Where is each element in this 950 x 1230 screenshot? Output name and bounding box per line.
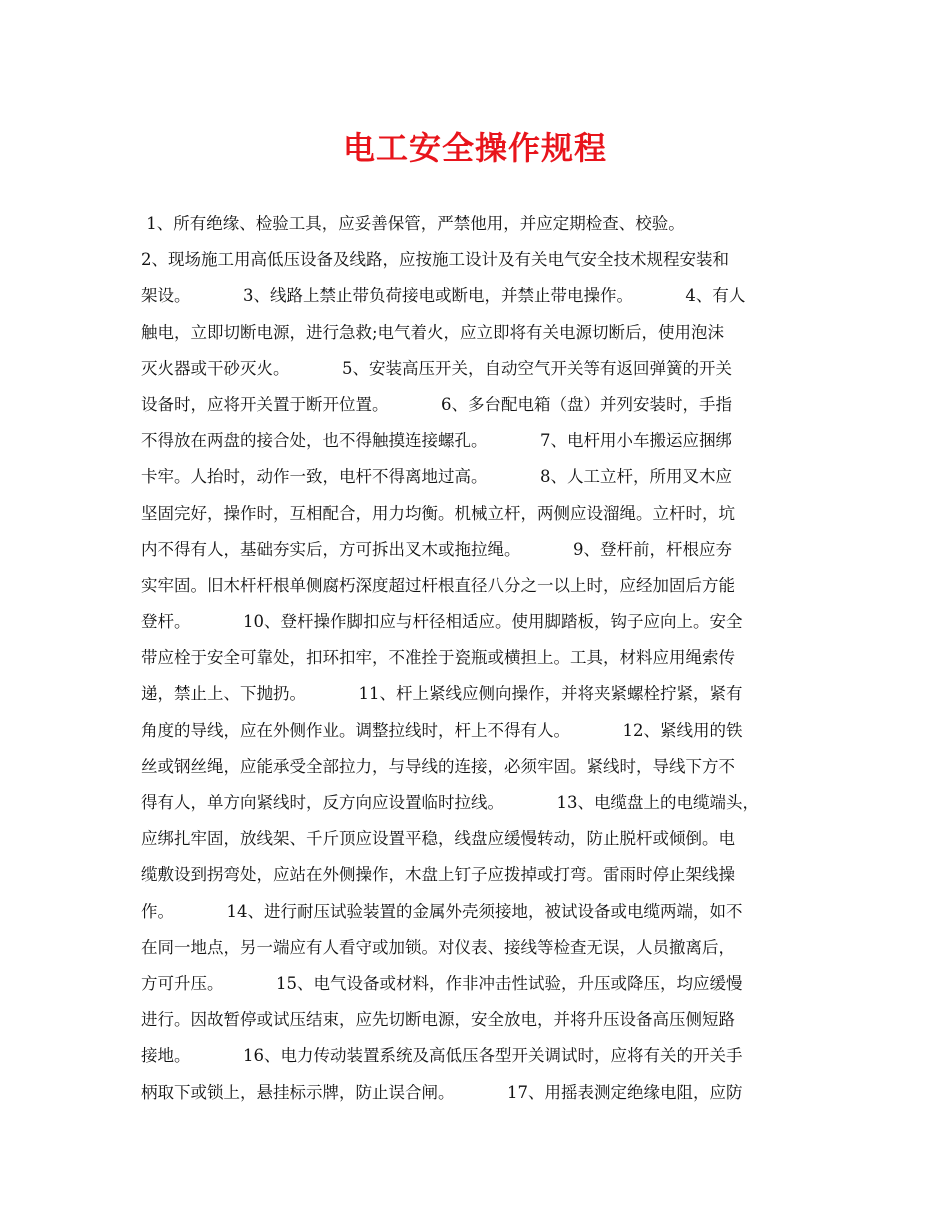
body-line: 应绑扎牢固，放线架、千斤顶应设置平稳，线盘应缓慢转动，防止脱杆或倾倒。电 [141, 829, 735, 849]
document-body [141, 206, 815, 1111]
body-line: 坚固完好，操作时，互相配合，用力均衡。机械立杆，两侧应设溜绳。立杆时，坑 [141, 503, 735, 523]
document-title: 电工安全操作规程 [342, 129, 607, 167]
body-line: 得有人，单方向紧线时，反方向应设置临时拉线。 13、电缆盘上的电缆端头， [141, 793, 759, 812]
body-line: 缆敷设到拐弯处，应站在外侧操作，木盘上钉子应拨掉或打弯。雷雨时停止架线操 [141, 865, 735, 885]
body-line: 作。 14、进行耐压试验装置的金属外壳须接地，被试设备或电缆两端，如不 [141, 901, 743, 921]
body-line: 登杆。 10、登杆操作脚扣应与杆径相适应。使用脚踏板，钩子应向上。安全 [141, 612, 743, 632]
body-line: 角度的导线，应在外侧作业。调整拉线时，杆上不得有人。 12、紧线用的铁 [141, 720, 743, 740]
body-line: 进行。因故暂停或试压结束，应先切断电源，安全放电，并将升压设备高压侧短路 [141, 1010, 735, 1030]
body-line: 丝或钢丝绳，应能承受全部拉力，与导线的连接，必须牢固。紧线时，导线下方不 [141, 756, 735, 776]
body-line: 接地。 16、电力传动装置系统及高低压各型开关调试时，应将有关的开关手 [141, 1046, 743, 1066]
body-line: 柄取下或锁上，悬挂标示牌，防止误合闸。 17、用摇表测定绝缘电阻，应防 [141, 1082, 743, 1102]
body-line: 2、现场施工用高低压设备及线路，应按施工设计及有关电气安全技术规程安装和 [141, 250, 729, 270]
body-line: 在同一地点，另一端应有人看守或加锁。对仪表、接线等检查无误，人员撤离后， [141, 937, 735, 957]
body-line: 带应栓于安全可靠处，扣环扣牢，不准拴于瓷瓶或横担上。工具，材料应用绳索传 [141, 648, 735, 668]
body-line: 方可升压。 15、电气设备或材料，作非冲击性试验，升压或降压，均应缓慢 [141, 973, 743, 993]
body-line: 内不得有人，基础夯实后，方可拆出叉木或拖拉绳。 9、登杆前，杆根应夯 [141, 539, 732, 559]
body-line: 触电，立即切断电源，进行急救;电气着火，应立即将有关电源切断后，使用泡沫 [141, 322, 725, 342]
body-line: 实牢固。旧木杆杆根单侧腐朽深度超过杆根直径八分之一以上时，应经加固后方能 [141, 575, 735, 595]
body-line: 不得放在两盘的接合处，也不得触摸连接螺孔。 7、电杆用小车搬运应捆绑 [141, 431, 732, 451]
body-line: 设备时，应将开关置于断开位置。 6、多台配电箱（盘）并列安装时，手指 [141, 394, 732, 414]
body-line: 架设。 3、线路上禁止带负荷接电或断电，并禁止带电操作。 4、有人 [141, 286, 746, 306]
body-line: 灭火器或干砂灭火。 5、安装高压开关，自动空气开关等有返回弹簧的开关 [141, 358, 732, 378]
body-line: 1、所有绝缘、检验工具，应妥善保管，严禁他用，并应定期检查、校验。 [141, 214, 685, 233]
body-line: 卡牢。人抬时，动作一致，电杆不得离地过高。 8、人工立杆，所用叉木应 [141, 467, 732, 487]
body-line: 递，禁止上、下抛扔。 11、杆上紧线应侧向操作，并将夹紧螺栓拧紧，紧有 [141, 684, 743, 704]
